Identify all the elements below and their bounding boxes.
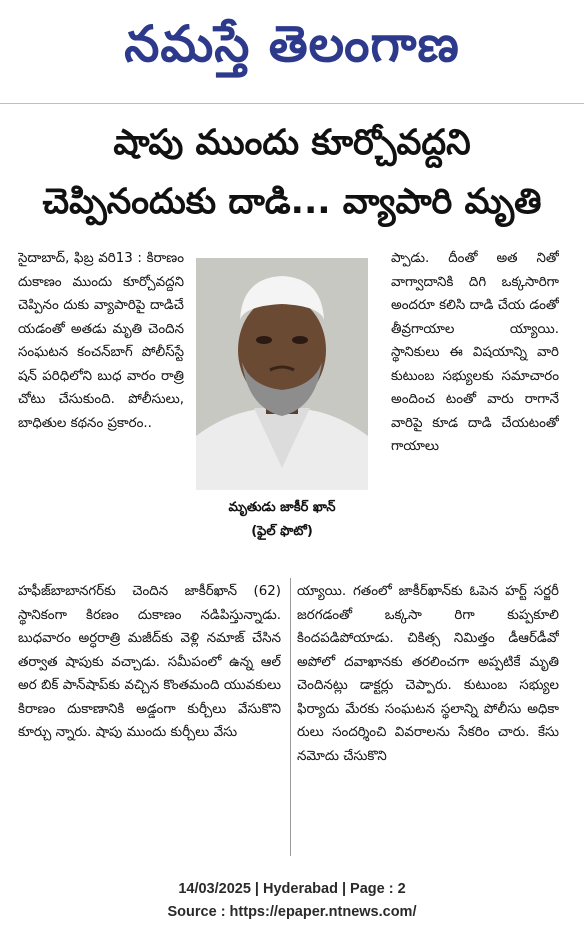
article-column-right-bottom xyxy=(297,580,559,857)
footer-source: Source : https://epaper.ntnews.com/ xyxy=(167,904,417,920)
column-divider xyxy=(290,578,291,856)
article-text: ప్పాడు. దీంతో అత నితో వాగ్వాదానికి దిగి ఒక్కసారిగా అందరూ కలిసి దాడి చేయ డంతో తీవ్రగాయాల య్యాయి. స్థానికులు ఈ విషయాన్ని వారి కుటుంబ సభ్యులకు సమాచారం అందించ టంతో వారు రాగానే వారిపై కూడ దాడి చేయటంతో గాయాలు xyxy=(391,251,559,454)
photo-caption-note: (ఫైల్ ఫొటో) xyxy=(251,524,313,539)
footer-dateline: 14/03/2025 | Hyderabad | Page : 2 xyxy=(178,881,406,897)
masthead xyxy=(0,0,584,100)
article-column-3 xyxy=(391,247,559,577)
divider xyxy=(0,103,584,104)
article-column-1 xyxy=(18,247,184,577)
masthead-title: నమస్తే తెలంగాణ xyxy=(124,14,460,73)
portrait-illustration xyxy=(196,258,368,490)
photo-caption-name: మృతుడు జాకీర్ ఖాన్ xyxy=(228,500,336,515)
headline-line-2: చెప్పినందుకు దాడి... వ్యాపారి మృతి xyxy=(42,182,542,222)
article-column-left-bottom xyxy=(18,580,281,857)
portrait-photo xyxy=(196,258,368,490)
article-text: హఫీజ్‌బాబానగర్‌కు చెందిన జాకీర్‌ఖాన్ (62) స్థానికంగా కిరణం దుకాణం నడిపిస్తున్నాడు. బుధవారం అర్ధరాత్రి మజీద్‌కు వెళ్లి నమాజ్ చేసిన తర్వాత షాపుకు వచ్చాడు. సమీపంలో ఉన్న ఆల్ అర బిక్ పాన్‌షాప్‌కు వచ్చిన కొంతమంది యువకులు కిరాణం దుకాణానికి అడ్డంగా కుర్చీలు వేసుకొని కూర్చు న్నారు. షాపు ముందు కుర్చీలు వేసు xyxy=(18,584,281,740)
headline-line-1: షాపు ముందు కూర్చోవద్దని xyxy=(113,123,471,163)
article-text: సైదాబాద్, ఫిబ్ర వరి13 : కిరాణం దుకాణం ముందు కూర్చోవద్దని చెప్పినం దుకు వ్యాపారిపై దాడిచే యడంతో అతడు మృతి చెందిన సంఘటన కంచన్‌బాగ్ పోలీస్‌స్టే షన్ పరిధిలోని బుధ వారం రాత్రి చోటు చేసుకుంది. పోలీసులు, బాధితుల కథనం ప్రకారం.. xyxy=(18,251,184,431)
article-text: య్యాయి. గతంలో జాకీర్‌ఖాన్‌కు ఓపెన హర్ట్ సర్జరీ జరగడంతో ఒక్కసా రిగా కుప్పకూలి కిందపడిపోయాడు. చికిత్స నిమిత్తం డీఆర్‌డీవో అపోలో దవాఖానకు తరలించగా అప్పటికే మృతి చెందినట్లు డాక్టర్లు చెప్పారు. కుటుంబ సభ్యుల ఫిర్యాదు మేరకు సంఘటన స్థలాన్ని పోలీసు అధికా రులు సందర్శించి వివరాలను సేకరిం చారు. కేసు నమోదు చేసుకొని xyxy=(297,584,559,764)
photo-caption xyxy=(196,496,368,544)
